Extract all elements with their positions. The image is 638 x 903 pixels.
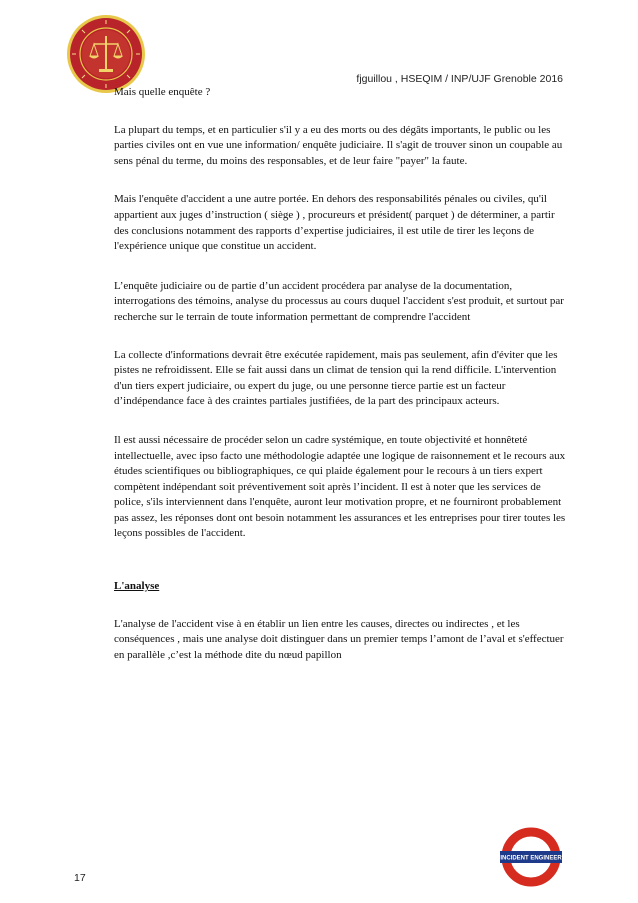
section-title-analyse: L'analyse: [114, 580, 160, 593]
paragraph-4: La collecte d'informations devrait être exécutée rapidement, mais pas seulement, afin d'éviter que les pistes ne refroidissent. Elle se fait aussi dans un climat de tension qui la rend difficile. L'intervention d'un tiers expert judiciaire, ou expert du juge, ou une personne tierce partie est un facteur d’indépendance face à des craintes partiales justifiées, de la part des principaux acteurs.: [114, 348, 558, 408]
roundel-logo-icon: [498, 824, 564, 890]
page-number: 17: [74, 872, 86, 884]
paragraph-1: La plupart du temps, et en particulier s'il y a eu des morts ou des dégâts importants, le public ou les parties civiles ont en vue une information/ enquête judiciaire. Il s'agit de trouver sinon un coupable au sens pénal du terme, du moins des responsables, et de leur faire "payer" la faute.: [114, 123, 563, 167]
paragraph-3: L’enquête judiciaire ou de partie d’un accident procédera par analyse de la documentation, interrogations des témoins, analyse du processus au cours duquel l'accident s'est produit, et surtout par recherche sur le terrain de toute information permettant de comprendre l'accident: [114, 279, 564, 323]
paragraph-5: Il est aussi nécessaire de procéder selon un cadre systémique, en toute objectivité et honnêteté intellectuelle, avec ipso facto une méthodologie adaptée une logique de raisonnement et le recours aux études scientifiques ou bibliographiques, ce qui plaide également pour le recours à un tiers expert compètent indépendant soit préventivement soit après l’incident. Il est à noter que les services de police, s'ils interviennent dans l'enquête, auront leur motivation propre, et ne fourniront probablement pas assez, les réponses dont ont besoin notamment les assurances et les entreprises pour tirer toutes les leçons possibles de l'accident.: [114, 433, 566, 540]
header-author-text: fjguillou , HSEQIM / INP/UJF Grenoble 2016: [356, 73, 563, 85]
badge-text: INCIDENT ENGINEER: [500, 855, 562, 862]
analysis-paragraph: L'analyse de l'accident vise à en établir un lien entre les causes, directes ou indirectes , et les conséquences , mais une analyse doit distinguer dans un premier temps l’amont de l’aval et s'effectuer en parallèle ,c’est la méthode dite du nœud papillon: [114, 617, 564, 661]
paragraph-2: Mais l'enquête d'accident a une autre portée. En dehors des responsabilités pénales ou civiles, qu'il appartient aux juges d’instruction ( siège ) , procureurs et président( parquet ) de déterminer, a partir des conclusions notamment des rapports d’expertise judiciaires, il est utile de tirer les leçons de l'expérience unique que constitue un accident.: [114, 193, 555, 253]
section-question: Mais quelle enquête ?: [114, 86, 211, 98]
document-body: [114, 82, 566, 663]
